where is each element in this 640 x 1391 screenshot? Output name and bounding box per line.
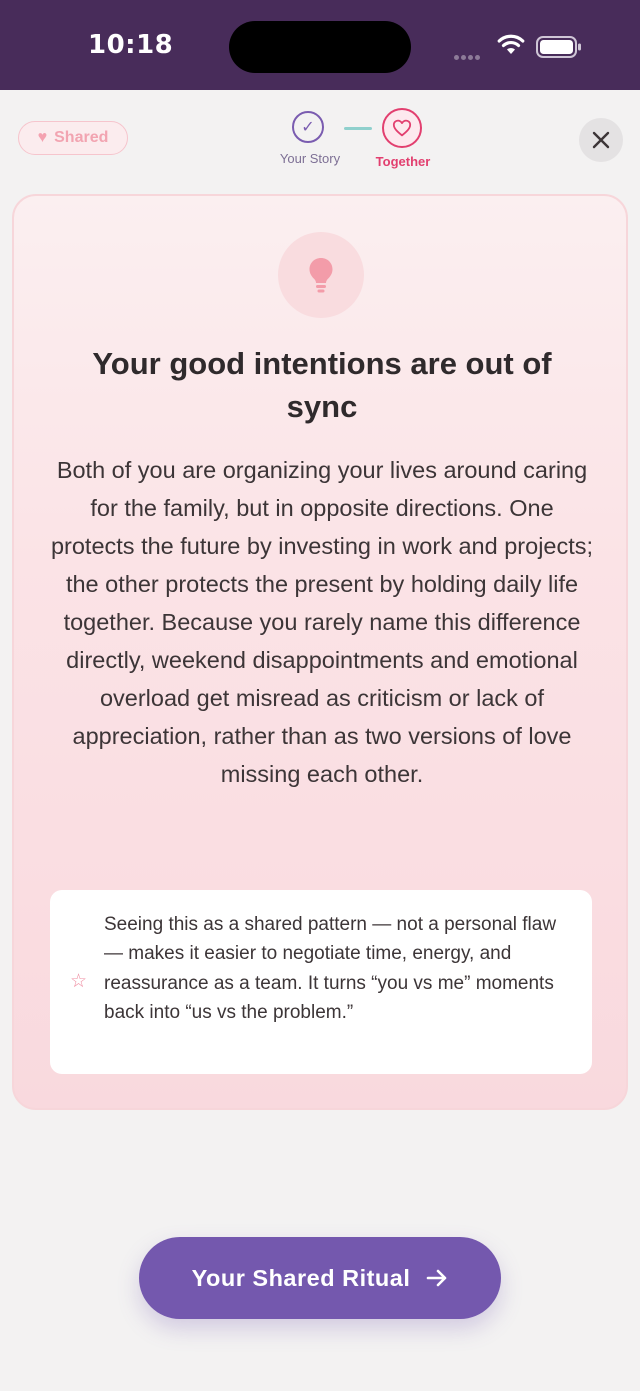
- arrow-right-icon: [426, 1268, 448, 1288]
- lightbulb-badge: [278, 232, 364, 318]
- insight-card: [12, 194, 628, 1110]
- battery-icon: [536, 36, 582, 58]
- step-connector: [344, 127, 372, 130]
- shared-ritual-button-label: Your Shared Ritual: [191, 1264, 411, 1291]
- step-label-your-story: Your Story: [279, 151, 341, 166]
- insight-note: [50, 890, 592, 1074]
- heart-outline-icon[interactable]: [382, 108, 422, 148]
- star-outline-icon: ☆: [70, 971, 88, 992]
- close-icon: [592, 131, 610, 149]
- insight-title: Your good intentions are out of sync: [92, 346, 552, 424]
- progress-stepper: [270, 108, 445, 170]
- status-bar: [0, 0, 640, 90]
- status-time: 10:18: [88, 30, 174, 60]
- shared-ritual-button[interactable]: [139, 1237, 501, 1319]
- lightbulb-icon: [308, 257, 334, 293]
- dynamic-island: [229, 21, 411, 73]
- close-button[interactable]: [579, 118, 623, 162]
- step-label-together: Together: [375, 154, 431, 169]
- wifi-icon: [496, 34, 526, 56]
- insight-body: Both of you are organizing your lives around caring for the family, but in opposite directions. One protects the future by investing in work and projects; the other protects the present by holding daily life together. Because you rarely name this difference directly, weekend disappointments and emotional overload get misread as criticism or lack of appreciation, rather than as two versions of love missing each other.: [50, 457, 594, 787]
- heart-icon: ♥: [37, 129, 48, 146]
- shared-badge: [18, 121, 128, 155]
- shared-badge-label: Shared: [54, 129, 109, 146]
- signal-dots-icon: [454, 47, 482, 65]
- check-icon[interactable]: ✓: [292, 111, 324, 143]
- insight-note-text: Seeing this as a shared pattern — not a personal flaw — makes it easier to negotiate time, energy, and reassurance as a team. It turns “you vs me” moments back into “us vs the problem.”: [104, 914, 557, 1024]
